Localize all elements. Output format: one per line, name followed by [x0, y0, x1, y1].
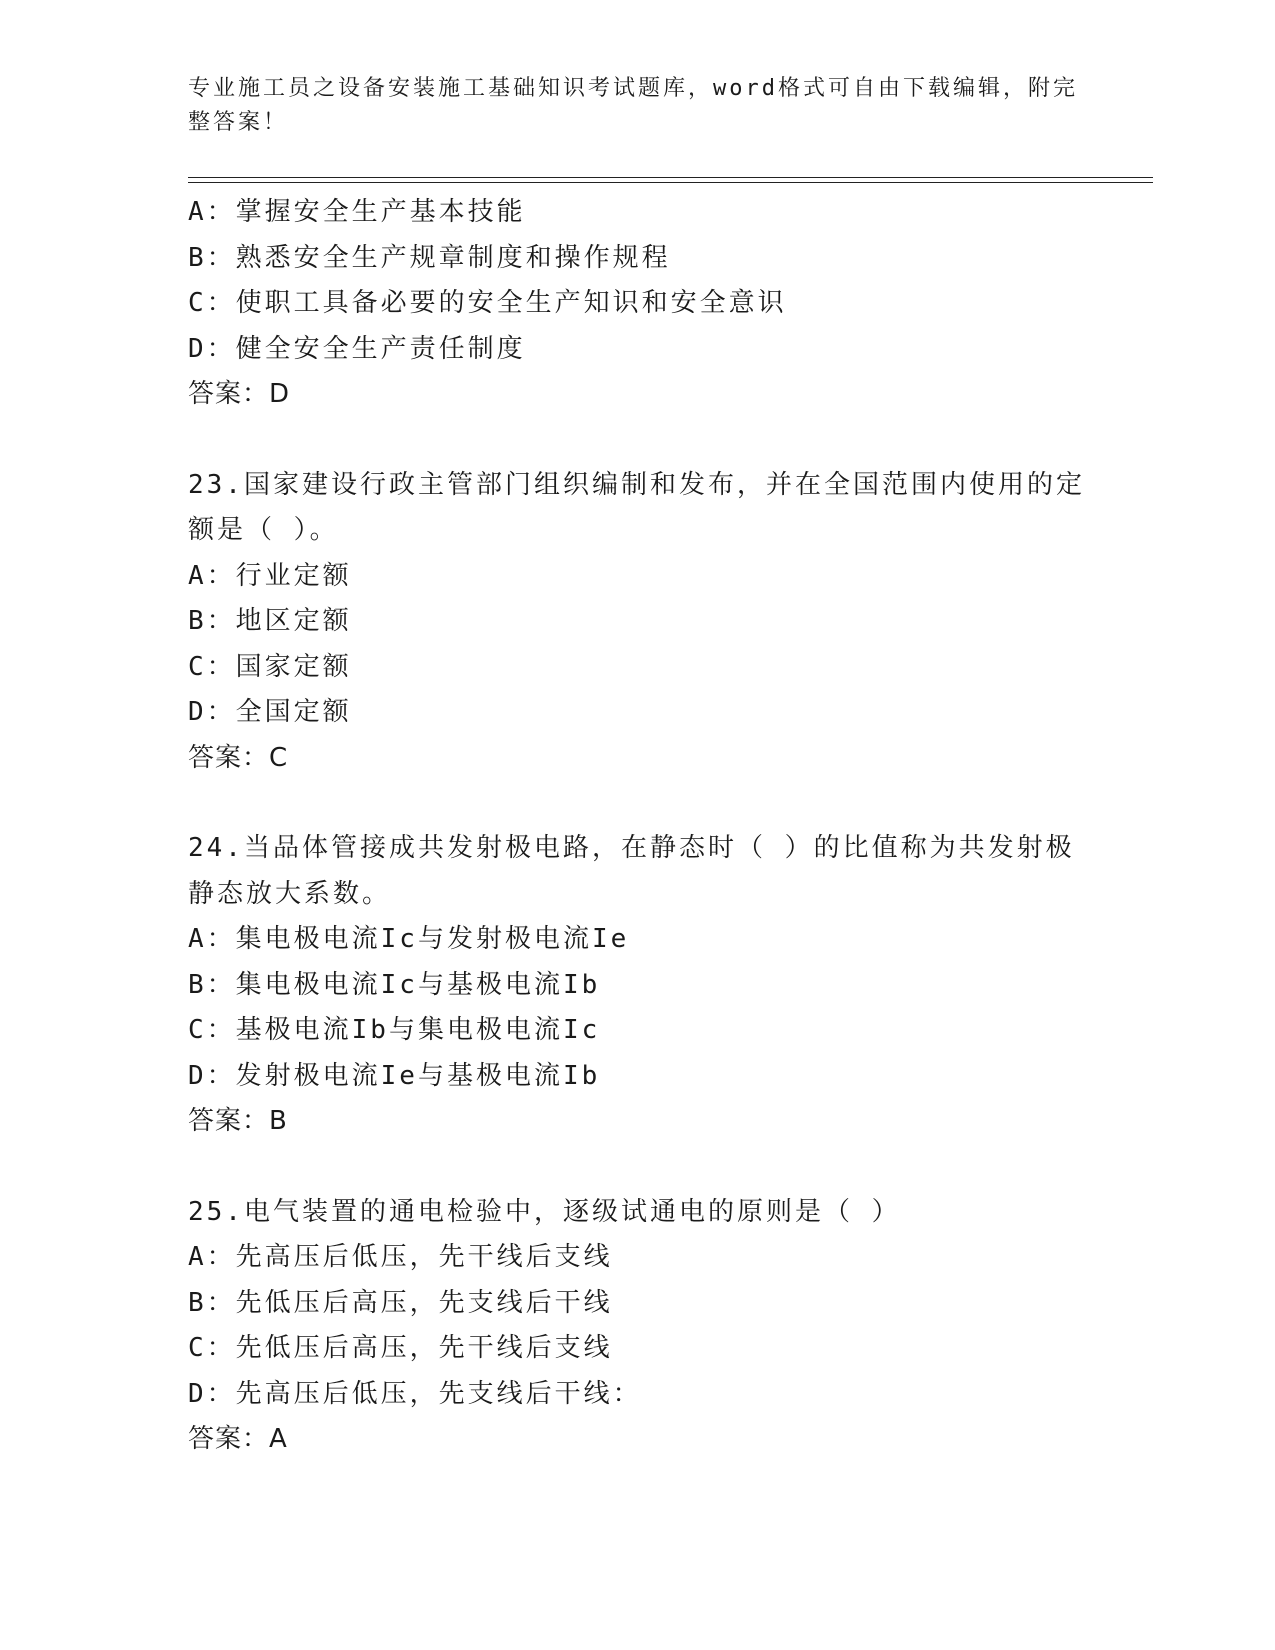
header-divider-top	[188, 177, 1153, 178]
document-header: 专业施工员之设备安装施工基础知识考试题库，word格式可自由下载编辑，附完整答案！	[188, 76, 1078, 135]
option-c: C：使职工具备必要的安全生产知识和安全意识	[188, 288, 787, 318]
question-stem: 24.当品体管接成共发射极电路，在静态时（ ）的比值称为共发射极静态放大系数。	[188, 833, 1075, 909]
question-list	[188, 190, 1088, 1463]
answer-line: 答案：D	[188, 379, 291, 409]
question-23	[188, 463, 1088, 782]
question-stem: 25.电气装置的通电检验中，逐级试通电的原则是（ ）	[188, 1196, 901, 1227]
question-stem: 23.国家建设行政主管部门组织编制和发布，并在全国范围内使用的定额是（ ）。	[188, 469, 1085, 545]
question-24	[188, 826, 1088, 1145]
answer-line: 答案：A	[188, 1424, 288, 1454]
option-a: A：行业定额	[188, 560, 352, 591]
question-25	[188, 1190, 1088, 1463]
answer-line: 答案：B	[188, 1106, 288, 1136]
option-c: C：国家定额	[188, 651, 352, 682]
option-b: B：先低压后高压，先支线后干线	[188, 1287, 613, 1318]
answer-line: 答案：C	[188, 742, 289, 773]
question-22	[188, 190, 1088, 418]
option-b: B：地区定额	[188, 606, 352, 636]
option-b: B：熟悉安全生产规章制度和操作规程	[188, 242, 671, 273]
option-d: D：全国定额	[188, 697, 352, 727]
option-c: C：先低压后高压，先干线后支线	[188, 1333, 613, 1363]
option-d: D：发射极电流Ie与基极电流Ib	[188, 1060, 601, 1091]
header-divider-bottom	[188, 182, 1153, 183]
option-c: C：基极电流Ib与集电极电流Ic	[188, 1015, 601, 1045]
option-a: A：掌握安全生产基本技能	[188, 197, 526, 227]
option-d: D：健全安全生产责任制度	[188, 333, 526, 364]
option-d: D：先高压后低压，先支线后干线：	[188, 1378, 642, 1409]
option-b: B：集电极电流Ic与基极电流Ib	[188, 969, 601, 1000]
option-a: A：先高压后低压，先干线后支线	[188, 1242, 613, 1272]
option-a: A：集电极电流Ic与发射极电流Ie	[188, 924, 630, 954]
